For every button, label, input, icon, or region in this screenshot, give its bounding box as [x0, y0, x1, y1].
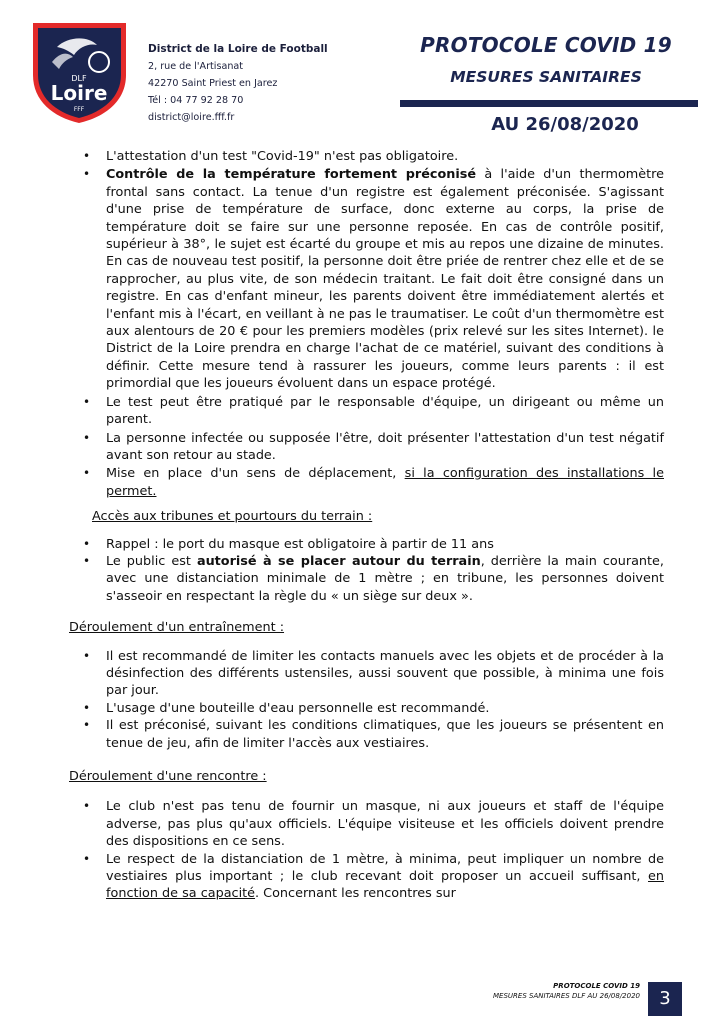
- list-item-underlined: si la configuration des installations le permet.: [106, 466, 664, 499]
- bullet-list-rencontre: [80, 798, 664, 902]
- district-name: District de la Loire de Football: [148, 43, 328, 55]
- bullet-icon: •: [83, 700, 91, 715]
- document-date: AU 26/08/2020: [491, 114, 639, 135]
- bullet-icon: •: [83, 553, 91, 568]
- bullet-icon: •: [83, 394, 91, 409]
- bullet-icon: •: [83, 648, 91, 663]
- bullet-icon: •: [83, 799, 91, 814]
- list-item-text: Il est recommandé de limiter les contacts manuels avec les objets et de procéder à la désinfection des différents ustensiles, aussi souvent que possible, à minima une fois par jour.: [106, 648, 664, 699]
- bullet-list-entrainement: [80, 648, 664, 752]
- footer-subtitle: MESURES SANITAIRES DLF AU 26/08/2020: [493, 992, 640, 1000]
- list-item-underlined: en fonction de sa capacité: [106, 869, 664, 902]
- bullet-icon: •: [83, 718, 91, 733]
- list-item: [80, 851, 664, 903]
- list-item-text: à l'aide d'un thermomètre frontal sans contact. La tenue d'un registre est également préconisée. S'agissant d'une prise de température de surface, donc externe au corps, la prise de température doit se faire sur une personne reposée. En cas de contrôle positif, supérieur à 38°, le sujet est écarté du groupe et mis au repos une dizaine de minutes. En cas de nouveau test positif, la personne doit être priée de rentrer chez elle et de se rapprocher, au plus vite, de son médecin traitant. Le fait doit être consigné dans un registre. En cas d'enfant mineur, les parents doivent être immédiatement alertés et l'enfant mis à l'écart, en veillant à ne pas le traumatiser. Le coût d'un thermomètre est aux alentours de 20 € pour les premiers modèles (prix relevé sur les sites Internet). le District de la Loire prendra en charge l'achat de ce matériel, suivant des conditions à définir. Cette mesure tend à rassurer les joueurs, comme leurs parents : il est primordial que les joueurs évoluent dans un espace protégé.: [106, 167, 664, 392]
- list-item-text: Le respect de la distanciation de 1 mètre, à minima, peut impliquer un nombre de vestiaires plus important ; le club recevant doit proposer un accueil suffisant,: [106, 851, 664, 885]
- page-number: 3: [648, 982, 682, 1016]
- document-title-block: [400, 33, 692, 87]
- list-item-pre: Le public est: [106, 553, 197, 569]
- district-address-block: [148, 41, 328, 126]
- list-item: [80, 648, 664, 700]
- section-heading-entrainement: Déroulement d'un entraînement :: [69, 620, 285, 636]
- list-item: [80, 717, 664, 752]
- list-item: [80, 148, 664, 165]
- list-item: [80, 394, 664, 429]
- district-phone: Tél : 04 77 92 28 70: [148, 95, 244, 106]
- logo-fff-text: FFF: [73, 106, 85, 113]
- district-email: district@loire.fff.fr: [148, 112, 235, 123]
- logo-name-text: Loire: [50, 81, 108, 105]
- document-subtitle: MESURES SANITAIRES: [450, 68, 642, 86]
- list-item-bold: autorisé à se placer autour du terrain: [196, 553, 481, 569]
- document-title: PROTOCOLE COVID 19: [420, 33, 672, 57]
- list-item: [80, 700, 664, 717]
- bullet-list-general: [80, 148, 664, 500]
- list-item: [80, 430, 664, 465]
- document-body: [69, 148, 664, 903]
- bullet-icon: •: [83, 851, 91, 866]
- bullet-icon: •: [83, 149, 91, 163]
- page-footer: [493, 982, 640, 1000]
- footer-title: PROTOCOLE COVID 19: [553, 982, 640, 990]
- list-item-bold: Contrôle de la température fortement préconisé: [106, 167, 477, 183]
- district-address-line1: 2, rue de l'Artisanat: [148, 61, 244, 72]
- list-item-text: Le club n'est pas tenu de fournir un masque, ni aux joueurs et staff de l'équipe adverse, pas plus qu'aux officiels. L'équipe visiteuse et les officiels doivent prendre des dispositions en ce sens.: [106, 799, 664, 850]
- list-item-text: La personne infectée ou supposée l'être, doit présenter l'attestation d'un test négatif avant son retour au stade.: [106, 430, 664, 463]
- district-logo: [27, 17, 132, 125]
- list-item-text: L'usage d'une bouteille d'eau personnelle est recommandé.: [106, 700, 490, 716]
- section-heading-rencontre: Déroulement d'une rencontre :: [69, 769, 267, 784]
- district-address-line2: 42270 Saint Priest en Jarez: [148, 78, 278, 89]
- title-rule-bar: [400, 100, 698, 107]
- list-item-text: Mise en place d'un sens de déplacement,: [106, 466, 405, 482]
- bullet-icon: •: [83, 536, 91, 551]
- list-item-text: Rappel : le port du masque est obligatoire à partir de 11 ans: [106, 536, 494, 552]
- list-item: [80, 536, 664, 553]
- list-item-text: Le test peut être pratiqué par le responsable d'équipe, un dirigeant ou même un parent.: [106, 394, 664, 428]
- list-item: [80, 553, 664, 605]
- list-item: [80, 798, 664, 850]
- list-item-text: L'attestation d'un test "Covid-19" n'est pas obligatoire.: [106, 149, 459, 164]
- logo-shield: [27, 17, 132, 125]
- list-item-text: Il est préconisé, suivant les conditions climatiques, que les joueurs se présentent en tenue de jeu, afin de limiter l'accès aux vestiaires.: [106, 718, 664, 751]
- bullet-list-tribunes: [80, 536, 664, 606]
- bullet-icon: •: [83, 466, 91, 481]
- section-heading-tribunes: Accès aux tribunes et pourtours du terrain :: [92, 509, 373, 525]
- logo-dlf-text: DLF: [71, 74, 87, 83]
- bullet-icon: •: [83, 167, 91, 182]
- list-item: [80, 166, 664, 392]
- bullet-icon: •: [83, 430, 91, 445]
- list-item-text: , derrière la main courante, avec une distanciation minimale de 1 mètre ; en tribune, les personnes doivent s'asseoir en respectant la règle du « un siège sur deux ».: [106, 553, 664, 604]
- list-item-text-end: . Concernant les rencontres sur: [255, 886, 456, 902]
- list-item: [80, 465, 664, 500]
